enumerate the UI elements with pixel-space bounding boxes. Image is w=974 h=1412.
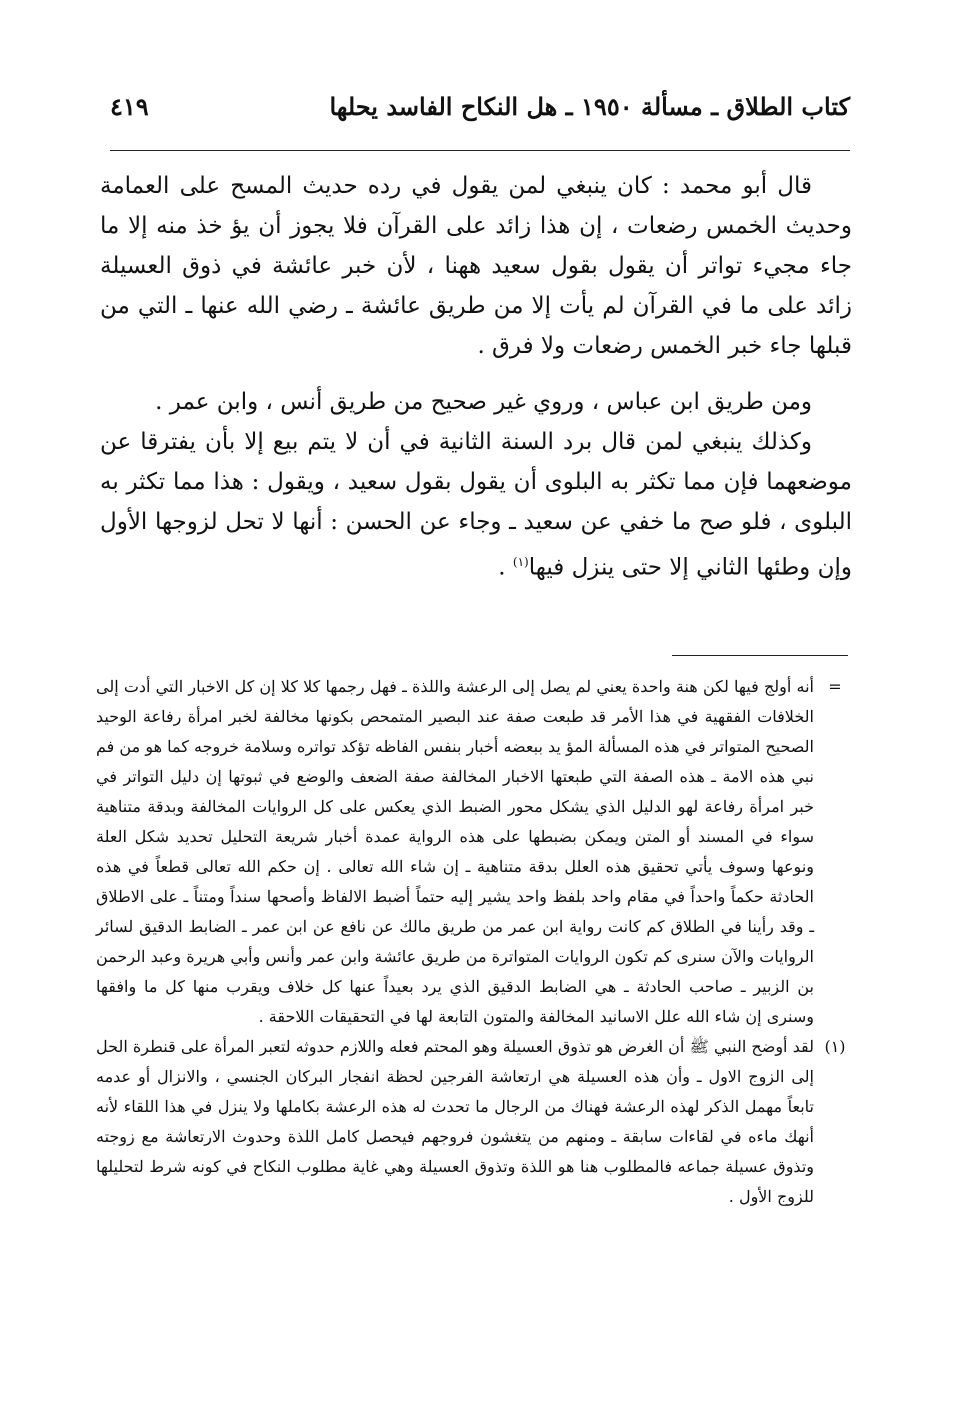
header-title: كتاب الطلاق ـ مسألة ١٩٥٠ ـ هل النكاح الفاسد يحلها: [329, 92, 850, 121]
page-number: ٤١٩: [110, 92, 149, 121]
footnote-marker: (١): [824, 1037, 846, 1056]
footnote-reference[interactable]: (١): [512, 555, 529, 569]
running-header: [110, 92, 850, 132]
paragraph-3-end: .: [498, 554, 513, 581]
paragraph-2: ومن طريق ابن عباس ، وروي غير صحيح من طريق أنس ، وابن عمر .: [155, 389, 812, 415]
footnote-marker: =: [828, 677, 842, 696]
footnote-1: [96, 1032, 850, 1212]
footnote-text: لقد أوضح النبي ﷺ أن الغرض هو تذوق العسيلة وهو المحتم فعله واللازم حدوثه لتعبر المرأة على قنطرة الحل إلى الزوج الاول ـ وأن هذه العسيلة هي ارتعاشة الفرجين لحظة انفجار البركان الجنسي ، والانزال أو عدمه تابعاً مهمل الذكر لهذه الرعشة فهناك من الرجال ما تحدث له هذه الرعشة بكاملها ولا ينزل في هذا اللقاء لأنه أنهك ماءه في لقاءات سابقة ـ ومنهم من يتغشون فروجهم فيحصل كامل اللذة وحدوث الارتعاشة مع زوجته وتذوق عسيلة جماعه فالمطلوب هنا هو اللذة وتذوق العسيلة وهي غاية مطلوب النكاح في كونه شرط لتحليلها للزوج الأول .: [96, 1037, 814, 1206]
footnotes: [96, 672, 850, 1212]
header-divider: [110, 150, 850, 151]
paragraph-3-text: وكذلك ينبغي لمن قال برد السنة الثانية في أن لا يتم بيع إلا بأن يفترقا عن موضعهما فإن مما تكثر به البلوى أن يقول بقول سعيد ، ويقول : هذا مما تكثر به البلوى ، فلو صح ما خفي عن سعيد ـ وجاء عن الحسن : أنها لا تحل لزوجها الأول وإن وطئها الثاني إلا حتى ينزل فيها: [100, 429, 852, 581]
footnote-continued: [96, 672, 850, 1032]
paragraph-3: [100, 422, 852, 588]
footnote-divider: [672, 655, 848, 656]
footnote-text: أنه أولج فيها لكن هنة واحدة يعني لم يصل إلى الرعشة واللذة ـ فهل رجمها كلا كلا إن كل الاخبار التي أدت إلى الخلافات الفقهية في هذا الأمر قد طبعت صفة عند البصير المتمحص بكونها مخالفة لخبر امرأة رفاعة الوحيد الصحيح المتواتر في هذه المسألة المؤ يد ببعضه أخبار بنفس الفاظه تؤكد تواتره وسلامة خروجه كما هو من فم نبي هذه الامة ـ هذه الصفة التي طبعتها الاخبار المخالفة صفة الضعف والوضع في ثبوتها إن دليل التواتر في خبر امرأة رفاعة لهو الدليل الذي يشكل محور الضبط الذي يعكس على كل الروايات المخالفة وبدقة متناهية سواء في المسند أو المتن ويمكن بضبطها على هذه الرواية عمدة أخبار شريعة التحليل تحديد شكل العلة ونوعها وسوف يأتي تحقيق هذه العلل بدقة متناهية ـ إن شاء الله تعالى . إن حكم الله تعالى قطعاً في هذه الحادثة حكماً واحداً في مقام واحد بلفظ واحد يشير إليه حتماً أضبط الالفاظ وأصحها سنداً ومتناً ـ على الاطلاق ـ وقد رأينا في الطلاق كم كانت رواية ابن عمر من طريق مالك عن نافع عن ابن عمر ـ الضابط الدقيق لسائر الروايات والآن سنرى كم تكون الروايات المتواترة من طريق عائشة وابن عمر وأنس وأبي هريرة وعبد الرحمن بن الزبير ـ صاحب الحادثة ـ هي الضابط الدقيق الذي يرد بعيداً عنها كل خلاف ويقرب منها كل ما وافقها وسنرى إن شاء الله علل الاسانيد المخالفة والمتون التابعة لها في التحقيقات اللاحقة .: [96, 677, 815, 1026]
main-text: [100, 166, 852, 604]
paragraph-1: قال أبو محمد : كان ينبغي لمن يقول في رده حديث المسح على العمامة وحديث الخمس رضعات ، إن هذا زائد على القرآن فلا يجوز أن يؤ خذ منه إلا ما جاء مجيء تواتر أن يقول بقول سعيد ههنا ، لأن خبر عائشة في ذوق العسيلة زائد على ما في القرآن لم يأت إلا من طريق عائشة ـ رضي الله عنها ـ التي من قبلها جاء خبر الخمس رضعات ولا فرق .: [100, 173, 852, 359]
